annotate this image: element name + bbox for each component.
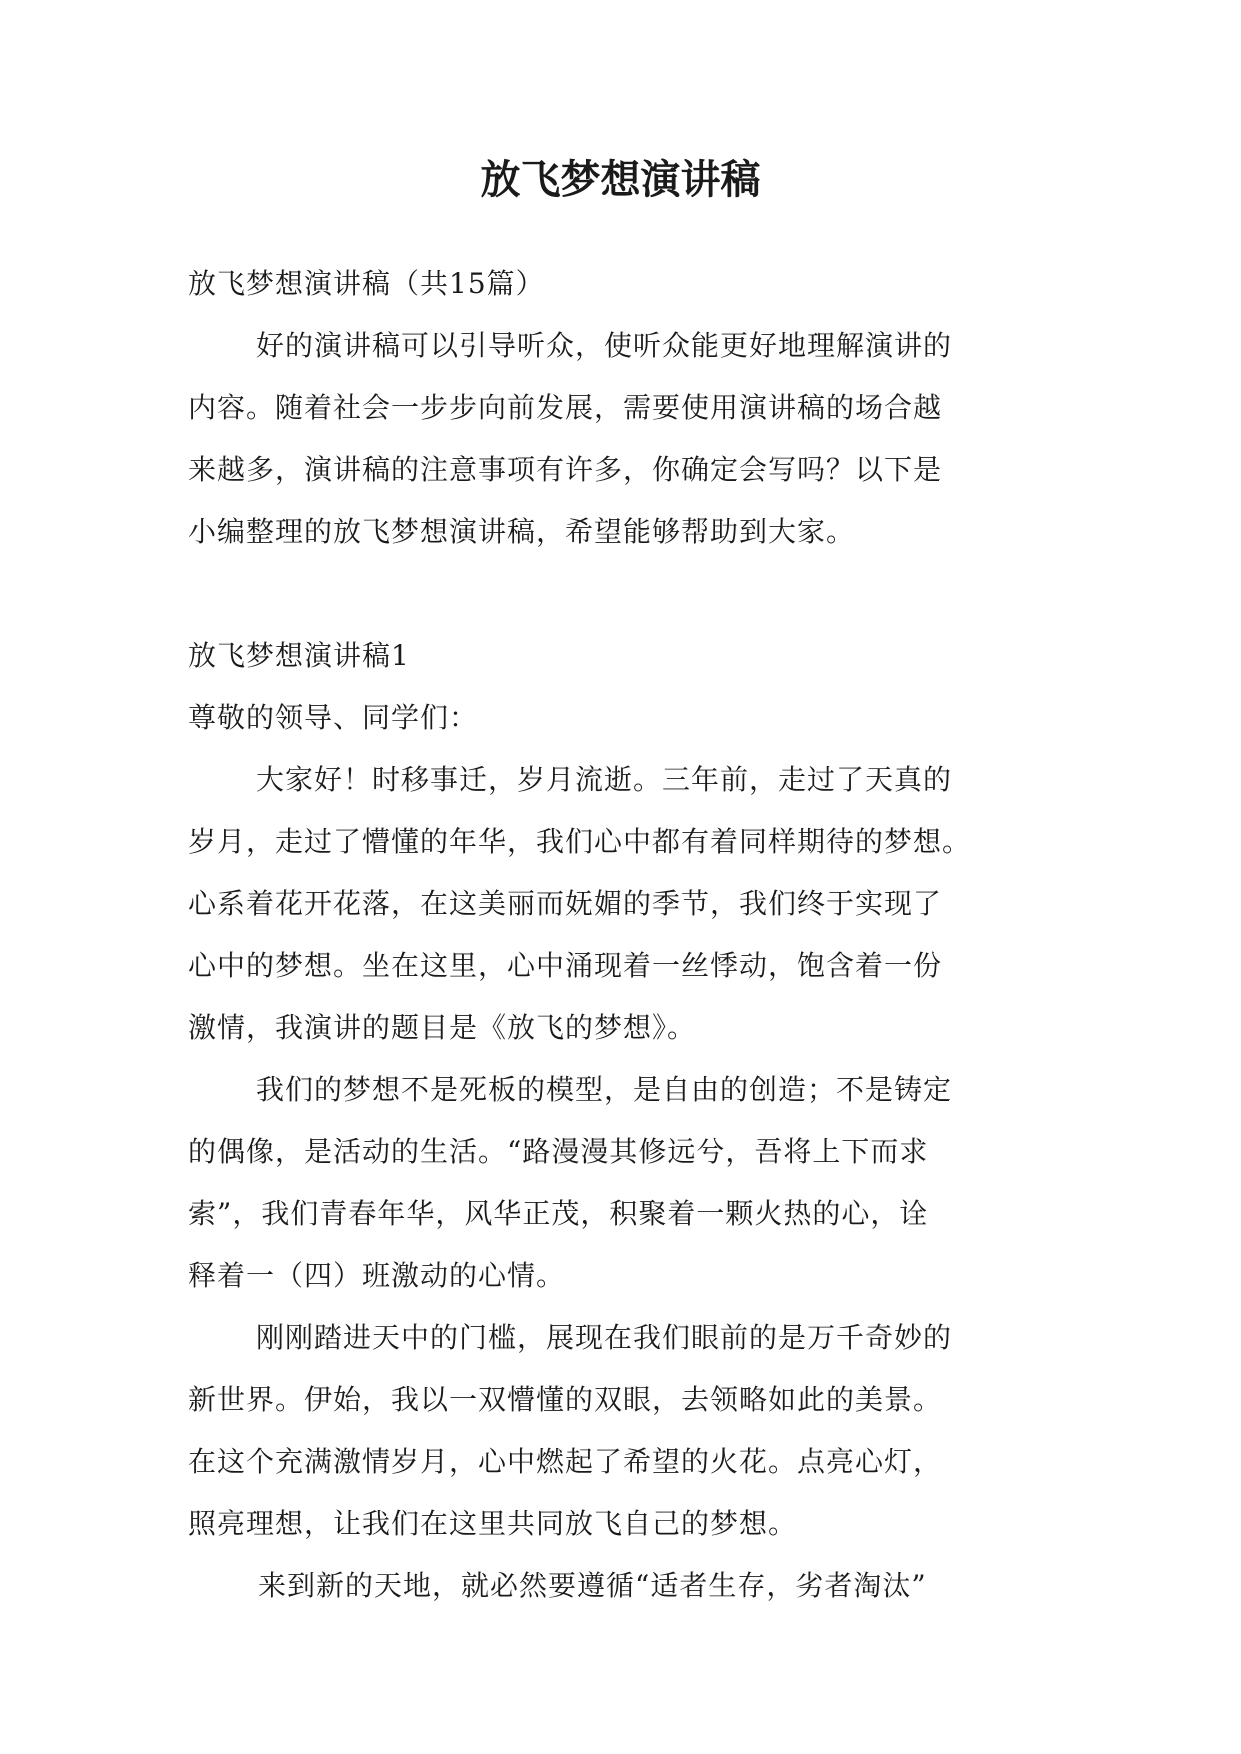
text-line: 的偶像，是活动的生活。“路漫漫其修远兮，吾将上下而求 bbox=[188, 1135, 929, 1168]
salutation: 尊敬的领导、同学们： bbox=[188, 701, 479, 734]
document-subtitle: 放飞梦想演讲稿（共15篇） bbox=[188, 267, 545, 300]
text-line: 索”，我们青春年华，风华正茂，积聚着一颗火热的心，诠 bbox=[188, 1197, 929, 1230]
body-paragraph-1 bbox=[188, 749, 1050, 1059]
body-paragraph-3 bbox=[188, 1307, 1050, 1555]
text-line: 照亮理想，让我们在这里共同放飞自己的梦想。 bbox=[188, 1507, 798, 1540]
body-paragraph-4 bbox=[188, 1555, 1050, 1617]
spacer bbox=[188, 563, 1050, 625]
text-line: 内容。随着社会一步步向前发展，需要使用演讲稿的场合越 bbox=[188, 391, 943, 424]
text-line: 岁月，走过了懵懂的年华，我们心中都有着同样期待的梦想。 bbox=[188, 825, 972, 858]
intro-paragraph bbox=[188, 315, 1050, 563]
text-line: 在这个充满激情岁月，心中燃起了希望的火花。点亮心灯， bbox=[188, 1445, 943, 1478]
body-paragraph-2 bbox=[188, 1059, 1050, 1307]
document-title: 放飞梦想演讲稿 bbox=[480, 156, 761, 203]
document-body bbox=[188, 253, 1050, 1617]
text-line: 激情，我演讲的题目是《放飞的梦想》。 bbox=[188, 1011, 697, 1044]
text-line: 心中的梦想。坐在这里，心中涌现着一丝悸动，饱含着一份 bbox=[188, 949, 943, 982]
text-line: 新世界。伊始，我以一双懵懂的双眼，去领略如此的美景。 bbox=[188, 1383, 943, 1416]
text-line: 大家好！时移事迁，岁月流逝。三年前，走过了天真的 bbox=[256, 763, 953, 796]
text-line: 来到新的天地，就必然要遵循“适者生存，劣者淘汰” bbox=[258, 1569, 927, 1602]
section-heading: 放飞梦想演讲稿1 bbox=[188, 639, 410, 672]
text-line: 小编整理的放飞梦想演讲稿，希望能够帮助到大家。 bbox=[188, 515, 856, 548]
text-line: 我们的梦想不是死板的模型，是自由的创造；不是铸定 bbox=[256, 1073, 953, 1106]
text-line: 好的演讲稿可以引导听众，使听众能更好地理解演讲的 bbox=[256, 329, 953, 362]
text-line: 刚刚踏进天中的门槛，展现在我们眼前的是万千奇妙的 bbox=[256, 1321, 953, 1354]
text-line: 来越多，演讲稿的注意事项有许多，你确定会写吗？以下是 bbox=[188, 453, 943, 486]
text-line: 心系着花开花落，在这美丽而妩媚的季节，我们终于实现了 bbox=[188, 887, 943, 920]
text-line: 释着一（四）班激动的心情。 bbox=[188, 1259, 566, 1292]
